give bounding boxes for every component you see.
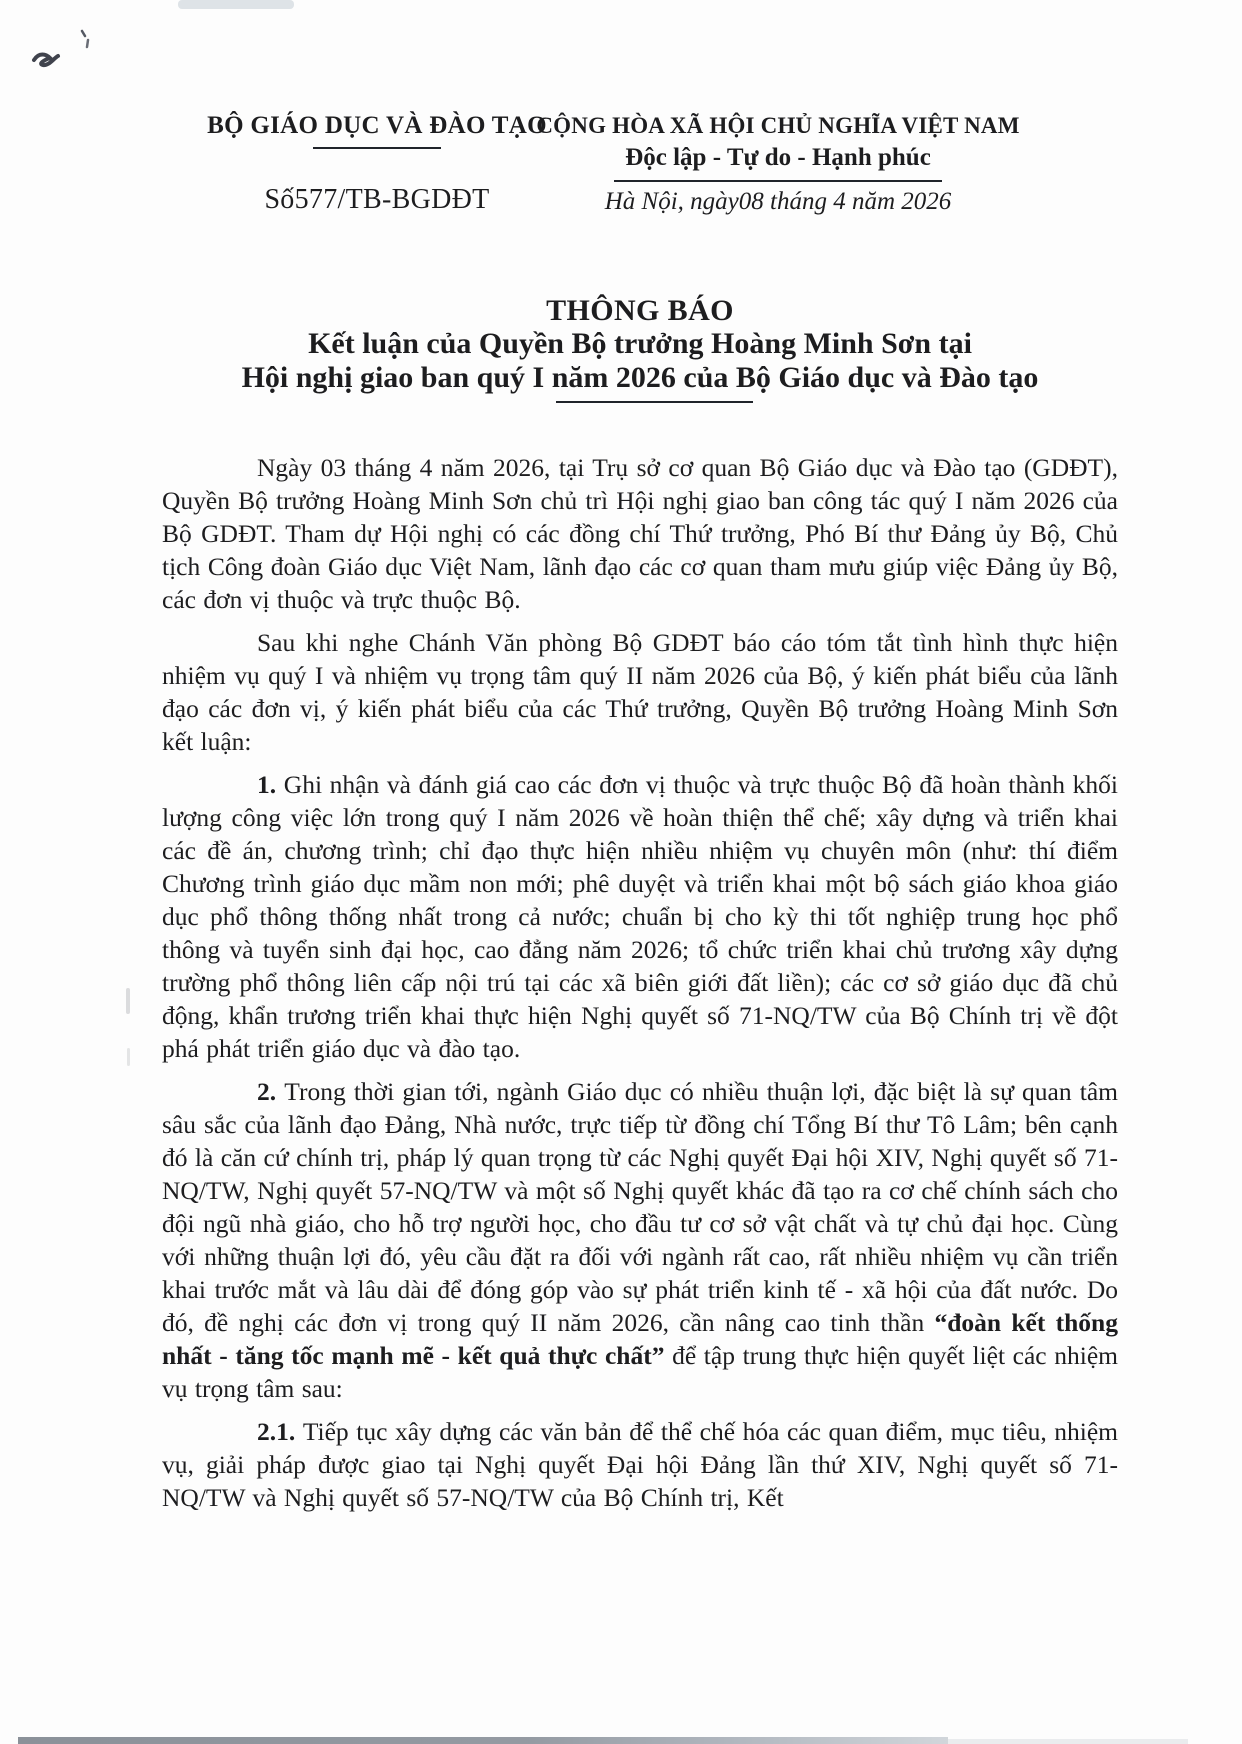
bold-text-run: “đoàn kết thống nhất - tăng tốc mạnh mẽ - kết quả thực chất” [162,1308,1118,1370]
text-run: Tiếp tục xây dựng các văn bản để thể chế hóa các quan điểm, mục tiêu, nhiệm vụ, giải pháp được giao tại Nghị quyết Đại hội Đảng lần thứ XIV, Nghị quyết số 71-NQ/TW và Nghị quyết số 57-NQ/TW của Bộ Chính trị, Kết [162,1417,1119,1512]
national-title: CỘNG HÒA XÃ HỘI CHỦ NGHĨA VIỆT NAM [536,113,1020,138]
ink-dot-mark [78,28,94,50]
header-right-block [528,112,1028,217]
document-title-line-1: Kết luận của Quyền Bộ trưởng Hoàng Minh Sơn tại [308,327,972,360]
document-title-block [162,294,1118,403]
text-run: Sau khi nghe Chánh Văn phòng Bộ GDĐT báo cáo tóm tắt tình hình thực hiện nhiệm vụ quý I và nhiệm vụ trọng tâm quý II năm 2026 của Bộ, ý kiến phát biểu của lãnh đạo các đơn vị, ý kiến phát biểu của các Thứ trưởng, Quyền Bộ trưởng Hoàng Minh Sơn kết luận: [162,628,1118,756]
document-kind-title: THÔNG BÁO [546,294,734,327]
org-underline-rule [313,147,441,149]
scan-smudge-top [178,0,294,9]
text-run: Ghi nhận và đánh giá cao các đơn vị thuộc và trực thuộc Bộ đã hoàn thành khối lượng công việc lớn trong quý I năm 2026 về hoàn thiện thể chế; xây dựng và triển khai các đề án, chương trình; chỉ đạo thực hiện nhiều nhiệm vụ chuyên môn (như: thí điểm Chương trình giáo dục mầm non mới; phê duyệt và triển khai một bộ sách giáo khoa giáo dục phổ thông thống nhất trong cả nước; chuẩn bị cho kỳ thi tốt nghiệp trung học phổ thông và tuyển sinh đại học, cao đẳng năm 2026; tổ chức triển khai chủ trương xây dựng trường phổ thông liên cấp nội trú tại các xã biên giới đất liền); các cơ sở giáo dục đã chủ động, khẩn trương triển khai thực hiện Nghị quyết số 71-NQ/TW của Bộ Chính trị về đột phá phát triển giáo dục và đào tạo. [162,770,1118,1063]
text-run: để tập trung thực hiện quyết liệt các nhiệm vụ trọng tâm sau: [162,1341,1118,1403]
document-number: Số577/TB-BGDĐT [264,184,490,215]
paragraph [162,451,1118,616]
scan-margin-mark [126,988,130,1014]
motto-underline-rule [614,180,942,182]
paragraph [162,1075,1118,1405]
bold-text-run: 2. [257,1077,285,1106]
document-content [162,100,1118,1514]
paragraph [162,768,1118,1065]
text-run: Trong thời gian tới, ngành Giáo dục có nhiều thuận lợi, đặc biệt là sự quan tâm sâu sắc của lãnh đạo Đảng, Nhà nước, trực tiếp từ đồng chí Tổng Bí thư Tô Lâm; bên cạnh đó là căn cứ chính trị, pháp lý quan trọng từ các Nghị quyết Đại hội XIV, Nghị quyết số 71-NQ/TW, Nghị quyết 57-NQ/TW và một số Nghị quyết khác đã tạo ra cơ chế chính sách cho đội ngũ nhà giáo, cho hỗ trợ người học, cho đầu tư cơ sở vật chất và tự chủ đại học. Cùng với những thuận lợi đó, yêu cầu đặt ra đối với ngành rất cao, rất nhiều nhiệm vụ cần triển khai trước mắt và lâu dài để đóng góp vào sự phát triển kinh tế - xã hội của đất nước. Do đó, đề nghị các đơn vị trong quý II năm 2026, cần nâng cao tinh thần [162,1077,1119,1337]
bold-text-run: 2.1. [257,1417,303,1446]
text-run: Ngày 03 tháng 4 năm 2026, tại Trụ sở cơ quan Bộ Giáo dục và Đào tạo (GDĐT), Quyền Bộ trưởng Hoàng Minh Sơn chủ trì Hội nghị giao ban công tác quý I năm 2026 của Bộ GDĐT. Tham dự Hội nghị có các đồng chí Thứ trưởng, Phó Bí thư Đảng ủy Bộ, Chủ tịch Công đoàn Giáo dục Việt Nam, lãnh đạo các cơ quan tham mưu giúp việc Đảng ủy Bộ, các đơn vị thuộc và trực thuộc Bộ. [162,453,1118,614]
paragraph [162,626,1118,758]
place-dateline: Hà Nội, ngày08 tháng 4 năm 2026 [604,188,952,215]
scan-edge-strip [18,1737,948,1744]
document-title-line-2: Hội nghị giao ban quý I năm 2026 của Bộ Giáo dục và Đào tạo [241,361,1039,394]
document-header [162,100,1118,232]
scan-margin-mark [127,1048,130,1066]
scan-edge-strip-light [948,1739,1188,1744]
bold-text-run: 1. [257,770,284,799]
document-body [162,451,1118,1514]
national-motto: Độc lập - Tự do - Hạnh phúc [625,144,931,171]
paragraph [162,1415,1118,1514]
title-underline-rule [556,401,753,403]
issuing-org-name: BỘ GIÁO DỤC VÀ ĐÀO TẠO [207,112,547,139]
ink-scribble-mark [30,44,66,70]
